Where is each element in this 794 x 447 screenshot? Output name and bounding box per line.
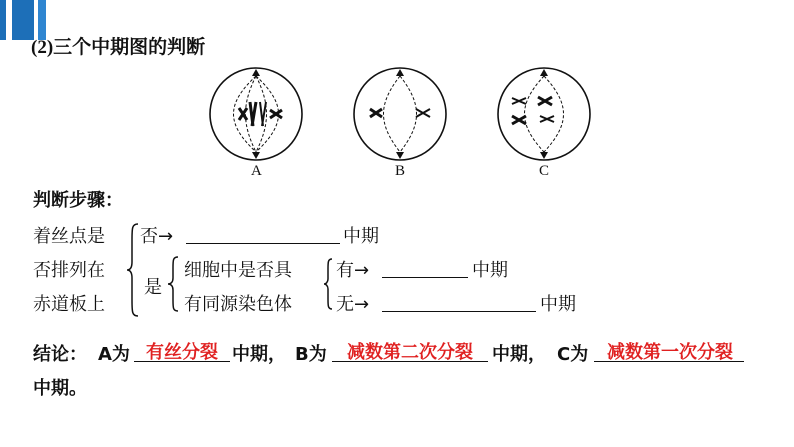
homologous-question-2: 有同源染色体 [184,294,292,315]
homologous-question-1: 细胞中是否具 [184,260,292,281]
answer-blank-3[interactable] [382,311,536,312]
none-arrow-label: 无→ [336,294,370,315]
heading-text: 三个中期图的判断 [53,36,206,58]
phase-label-3: 中期 [540,294,576,315]
cell-label-a: A [251,163,262,179]
phase-label-2: 中期 [472,260,508,281]
brace-icon [126,220,140,320]
brace-icon [166,254,180,314]
conclusion-b-prefix: B为 [295,344,327,365]
cell-label-b: B [395,163,406,179]
conclusion-lead: 结论： [33,344,87,365]
question-line-2: 否排列在 [33,260,105,281]
heading-number: (2) [31,37,54,58]
cell-diagram-a [206,64,306,164]
conclusion-a-prefix: A为 [98,344,130,365]
conclusion-c-prefix: C为 [557,344,589,365]
cell-diagram-b [350,64,450,164]
steps-title: 判断步骤： [33,190,123,211]
no-arrow-label: 否→ [140,226,174,247]
conclusion-c-phase: 中期。 [33,378,87,399]
conclusion-a-phase: 中期， [232,344,286,365]
cell-label-c: C [539,163,550,179]
section-heading [31,32,205,59]
answer-blank-1[interactable] [186,243,340,244]
decor-bar [0,0,6,40]
cell-diagram-c [494,64,594,164]
conclusion-b-phase: 中期， [492,344,546,365]
yes-label: 是 [144,277,162,298]
brace-icon [322,256,334,312]
answer-c: 减数第一次分裂 [607,342,733,363]
answer-blank-2[interactable] [382,277,468,278]
question-line-1: 着丝点是 [33,226,105,247]
has-arrow-label: 有→ [336,260,370,281]
phase-label-1: 中期 [343,226,379,247]
answer-b: 减数第二次分裂 [347,342,473,363]
answer-a: 有丝分裂 [146,342,218,363]
question-line-3: 赤道板上 [33,294,105,315]
